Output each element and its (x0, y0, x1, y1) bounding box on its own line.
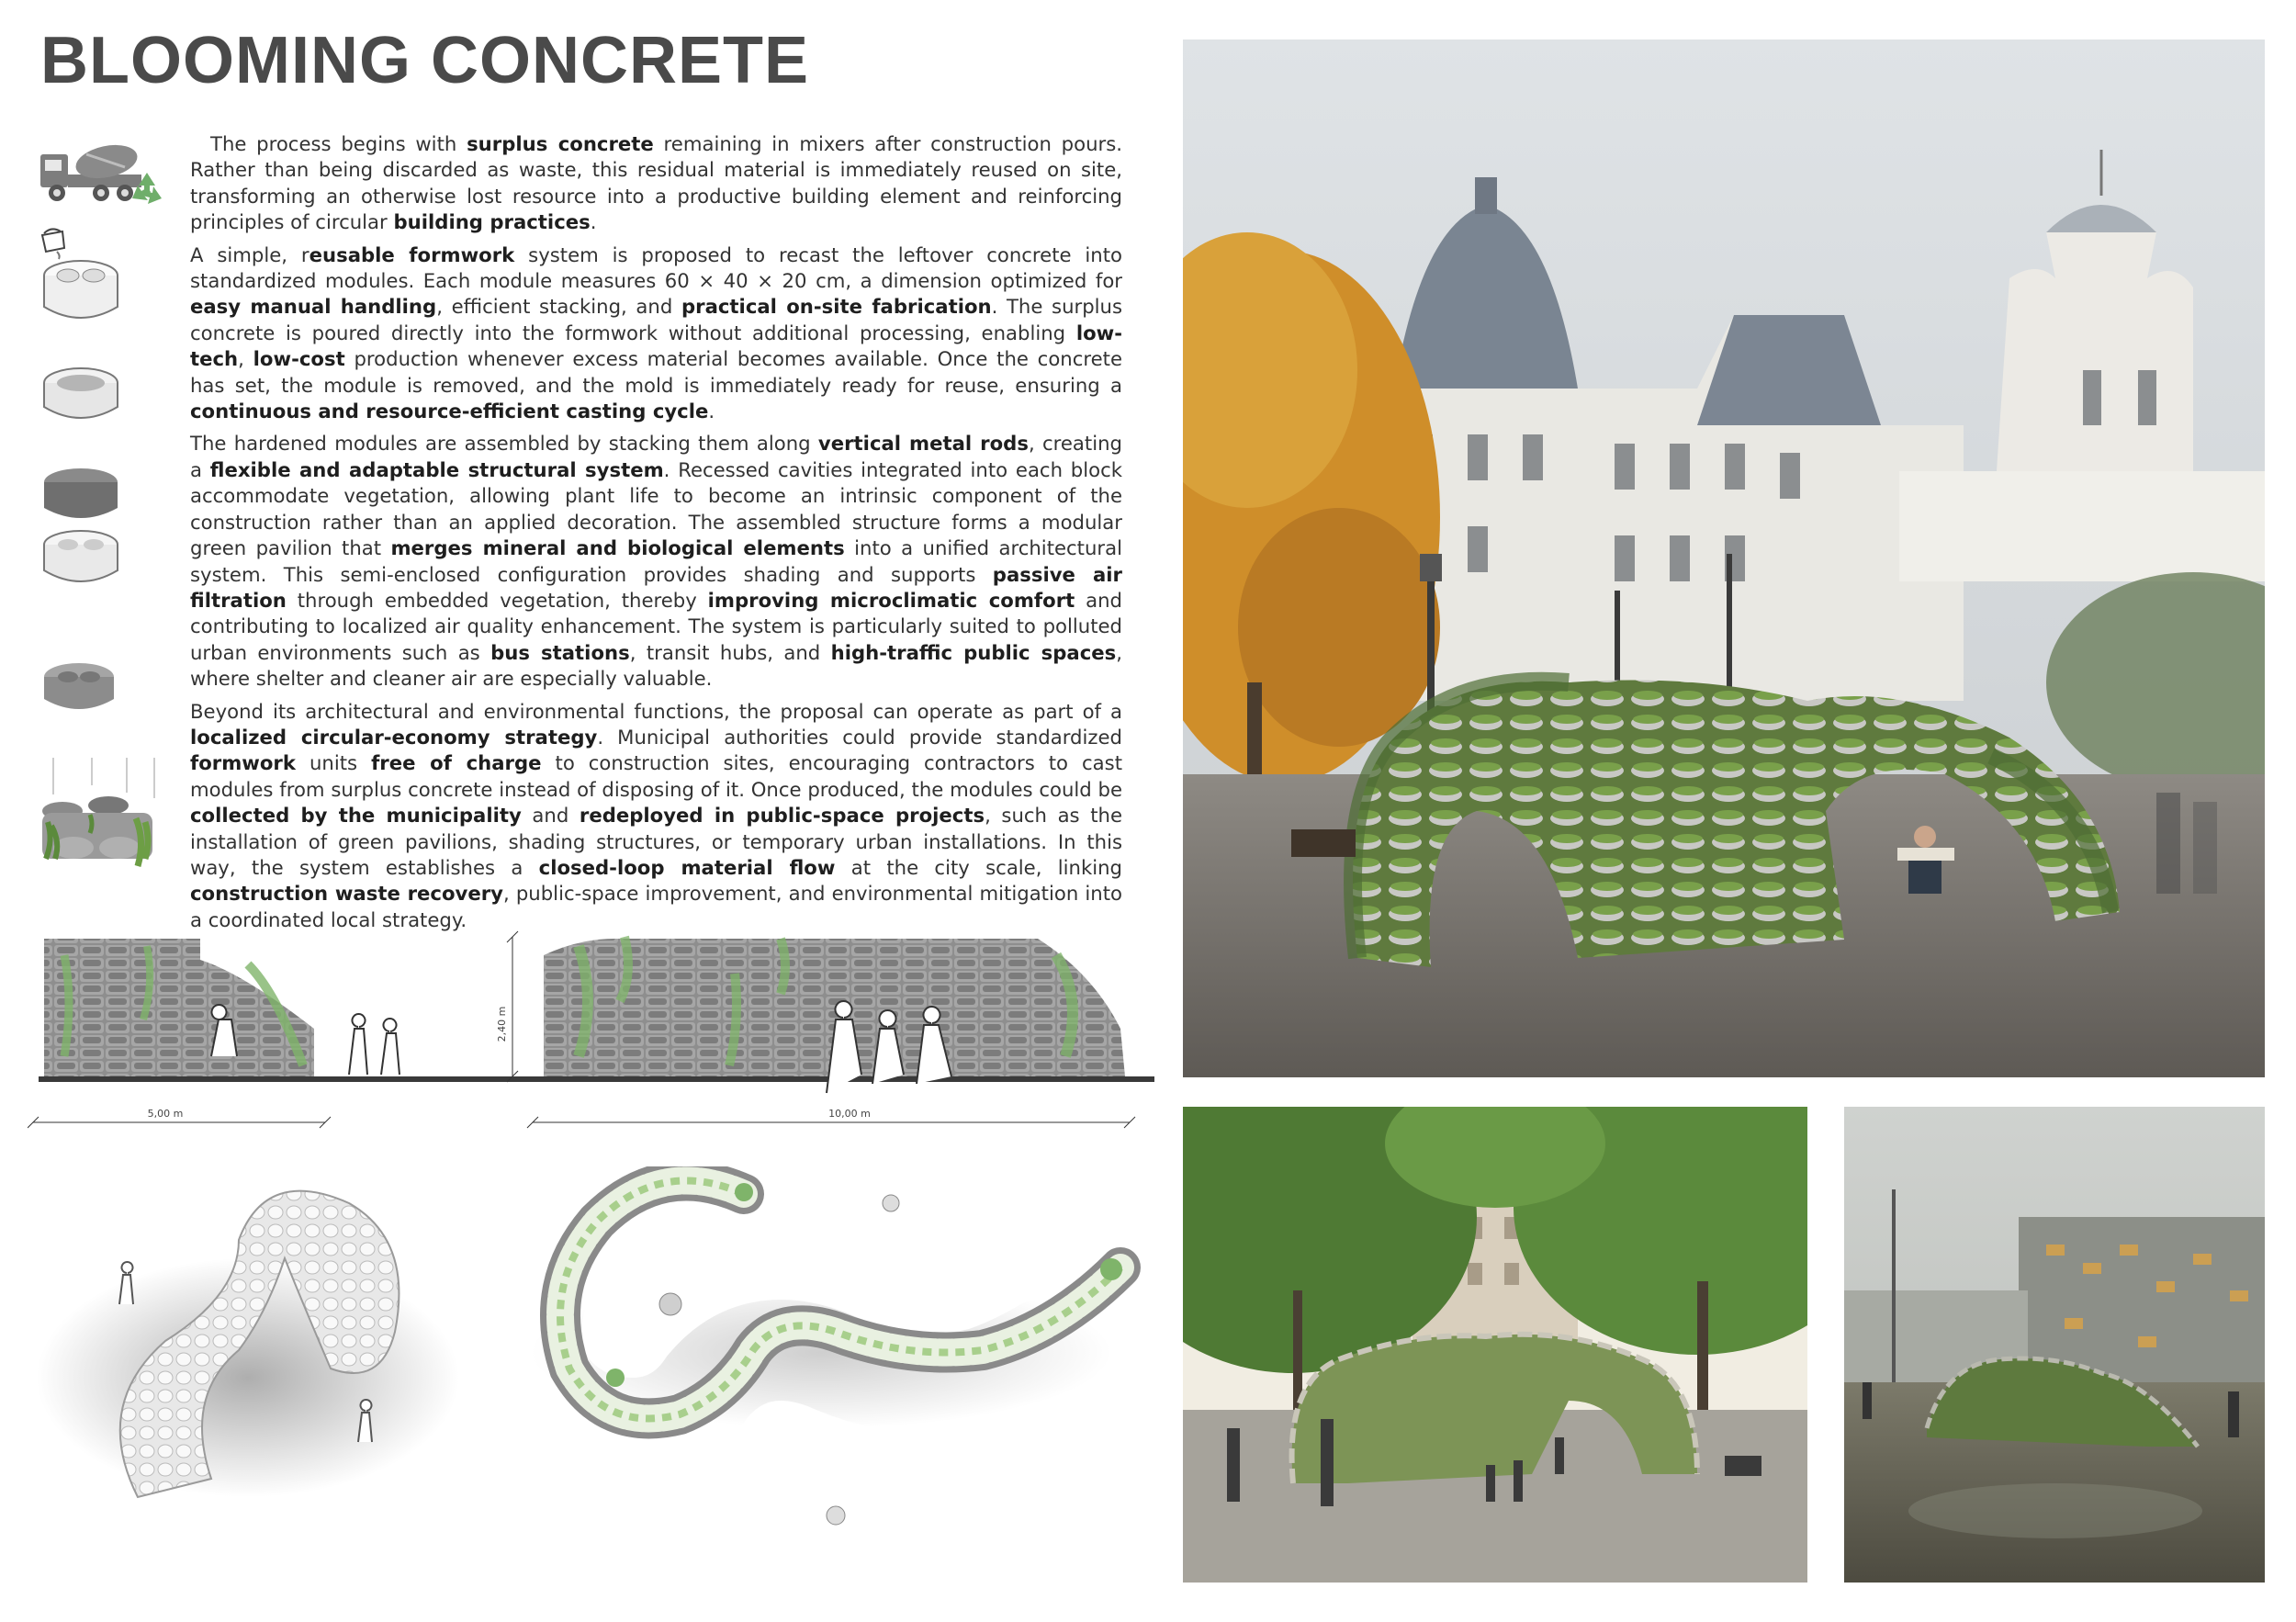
bold-phrase: localized circular-economy strategy (190, 725, 598, 749)
text-run: into a unified architectural system. This semi-enclosed configuration provides shading and supports (190, 536, 1123, 586)
plan-view (532, 1180, 1122, 1525)
text-run: A simple, r (190, 242, 310, 266)
text-run: , creating a (190, 432, 1122, 481)
main-render-photo (1183, 39, 2265, 1077)
elevation-drawing (28, 918, 1157, 1139)
bold-phrase: passive air filtration (190, 562, 1122, 612)
left-width-label: 5,00 m (147, 1108, 184, 1120)
text-run: system is proposed to recast the leftover concrete into standardized modules. Each module measures 60 × 40 × 20 cm, a dimension optimized for (190, 242, 1122, 293)
text-run: The process begins with (210, 132, 467, 155)
finished-module-icon (37, 657, 129, 726)
recycle-icon (125, 167, 169, 211)
paragraph (190, 242, 1122, 425)
bold-phrase: collected by the municipality (190, 804, 522, 828)
text-run: , where shelter and cleaner air are especially valuable. (190, 640, 1123, 691)
bold-phrase: eusable formwork (309, 242, 515, 266)
rainy-city-render-photo (1844, 1107, 2265, 1583)
bold-phrase: merges mineral and biological elements (390, 536, 845, 560)
text-run: . The surplus concrete is poured directly into the formwork without additional processing, enabling (190, 295, 1123, 344)
text-run: and (521, 804, 580, 828)
elevation-right (544, 937, 1125, 1093)
bold-phrase: high-traffic public spaces (830, 640, 1117, 664)
cast-module-icon (37, 363, 129, 436)
text-run: . (708, 400, 715, 423)
text-run: . (590, 210, 597, 234)
axonometric-view (37, 1191, 459, 1497)
bold-phrase: surplus concrete (467, 132, 654, 155)
text-run: . Municipal authorities could provide standardized (597, 725, 1122, 749)
process-icons (37, 129, 184, 891)
planted-assembly-icon (37, 758, 165, 882)
text-run: production whenever excess material becomes available. Once the concrete has set, the module is removed, and the mold is immediately ready for reuse, ensuring a (190, 347, 1122, 397)
right-width-label: 10,00 m (828, 1108, 871, 1120)
text-run: units (295, 751, 372, 775)
paris-render-photo (1183, 1107, 1807, 1583)
height-dimension-label: 2,40 m (496, 1006, 508, 1042)
body-text (190, 131, 1122, 940)
bold-phrase: continuous and resource-efficient casting cycle (190, 400, 709, 423)
pouring-bucket-icon (37, 228, 73, 261)
text-run: at the city scale, linking (835, 855, 1123, 879)
paragraph (190, 699, 1122, 934)
bold-phrase: free of charge (371, 751, 542, 775)
text-run: The hardened modules are assembled by stacking them along (190, 432, 818, 456)
text-run: . Recessed cavities integrated into each block accommodate vegetation, allowing plant life to become an intrinsic component of the construction rather than an applied decoration. The assembled structure forms a modular green pavilion that (190, 457, 1123, 560)
bold-phrase: closed-loop material flow (538, 855, 836, 879)
bold-phrase: formwork (190, 751, 296, 775)
stacked-modules-icon (37, 464, 129, 597)
axonometric-plan-views (28, 1166, 1157, 1552)
text-run: to construction sites, encouraging contractors to cast modules from surplus concrete instead of disposing of it. Once produced, the modules could be (190, 751, 1122, 801)
bold-phrase: building practices (393, 210, 591, 234)
bold-phrase: flexible and adaptable structural system (209, 457, 664, 481)
text-run: , (238, 347, 253, 371)
text-run: Beyond its architectural and environmental functions, the proposal can operate as part of a (190, 699, 1122, 723)
text-run: remaining in mixers after construction pours. Rather than being discarded as waste, this residual material is immediately reused on site, transforming an otherwise lost resource into a productive building element and reinforcing principles of circular (190, 132, 1122, 234)
bold-phrase: easy manual handling (190, 295, 437, 319)
bold-phrase: vertical metal rods (817, 432, 1029, 456)
bold-phrase: practical on-site fabrication (681, 295, 992, 319)
text-run: and contributing to localized air quality enhancement. The system is particularly suited to polluted urban environments such as (190, 588, 1122, 664)
bold-phrase: bus stations (490, 640, 630, 664)
text-run: , efficient stacking, and (436, 295, 681, 319)
elevation-left (44, 939, 400, 1076)
bold-phrase: low-tech (190, 321, 1122, 371)
text-run: through embedded vegetation, thereby (286, 588, 708, 612)
formwork-mold-icon (37, 257, 129, 331)
bold-phrase: improving microclimatic comfort (707, 588, 1075, 612)
paragraph (190, 431, 1122, 692)
page-title: BLOOMING CONCRETE (40, 24, 809, 97)
text-run: , such as the installation of green pavilions, shading structures, or temporary urban installations. In this way, the system establishes a (190, 804, 1122, 879)
paragraph (190, 131, 1122, 236)
bold-phrase: redeployed in public-space projects (579, 804, 985, 828)
text-run: , public-space improvement, and environmental mitigation into a coordinated local strategy. (190, 882, 1122, 931)
bold-phrase: construction waste recovery (190, 882, 503, 906)
text-run: , transit hubs, and (629, 640, 831, 664)
bold-phrase: low-cost (253, 347, 345, 371)
